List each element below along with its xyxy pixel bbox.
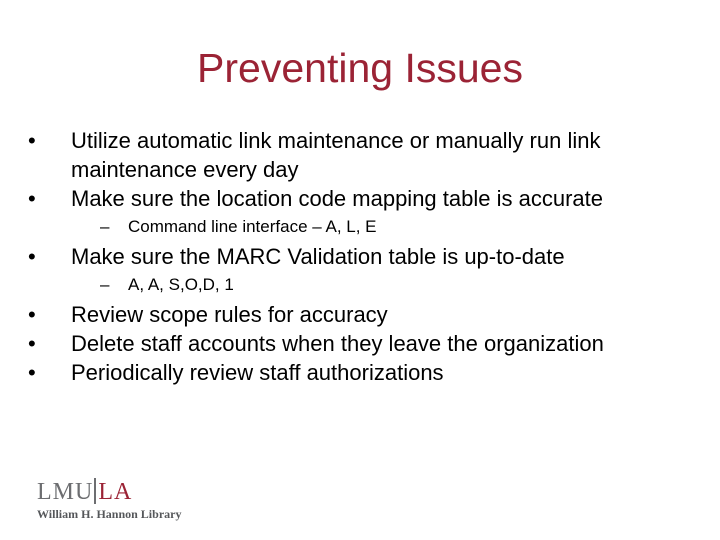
logo-divider xyxy=(94,478,96,504)
bullet-text: Delete staff accounts when they leave the organization xyxy=(71,331,604,356)
bullet-scope-rules xyxy=(28,300,698,329)
slide-title: Preventing Issues xyxy=(197,45,523,91)
bullet-symbol: • xyxy=(28,128,36,153)
bullet-link-maintenance xyxy=(28,126,698,184)
bullet-text-line-2: maintenance every day xyxy=(71,157,299,182)
bullet-staff-authorizations xyxy=(28,358,698,387)
bullet-text: Make sure the location code mapping table is accurate xyxy=(71,186,603,211)
bullet-text: Periodically review staff authorizations xyxy=(71,360,444,385)
bullet-text: Make sure the MARC Validation table is up-to-date xyxy=(71,244,565,269)
bullet-text: Review scope rules for accuracy xyxy=(71,302,388,327)
library-logo xyxy=(37,478,197,524)
logo-la-text: LA xyxy=(98,479,133,505)
bullet-text-line-1: Utilize automatic link maintenance or manually run link xyxy=(71,128,601,153)
sub-bullet-symbol: – xyxy=(100,275,110,294)
bullet-symbol: • xyxy=(28,302,36,327)
sub-bullet-symbol: – xyxy=(100,217,110,236)
bullet-location-code xyxy=(28,184,698,213)
bullet-symbol: • xyxy=(28,360,36,385)
sub-bullet-text: Command line interface – A, L, E xyxy=(128,217,377,236)
bullet-delete-accounts xyxy=(28,329,698,358)
bullet-list xyxy=(28,126,698,387)
sub-bullet-command-line xyxy=(28,216,698,238)
bullet-symbol: • xyxy=(28,331,36,356)
logo-mark xyxy=(37,478,197,506)
bullet-symbol: • xyxy=(28,186,36,211)
logo-lmu-text: LMU xyxy=(37,479,94,505)
sub-bullet-marc-codes xyxy=(28,274,698,296)
bullet-marc-validation xyxy=(28,242,698,271)
logo-subtitle: William H. Hannon Library xyxy=(37,507,182,521)
bullet-symbol: • xyxy=(28,244,36,269)
sub-bullet-text: A, A, S,O,D, 1 xyxy=(128,275,234,294)
